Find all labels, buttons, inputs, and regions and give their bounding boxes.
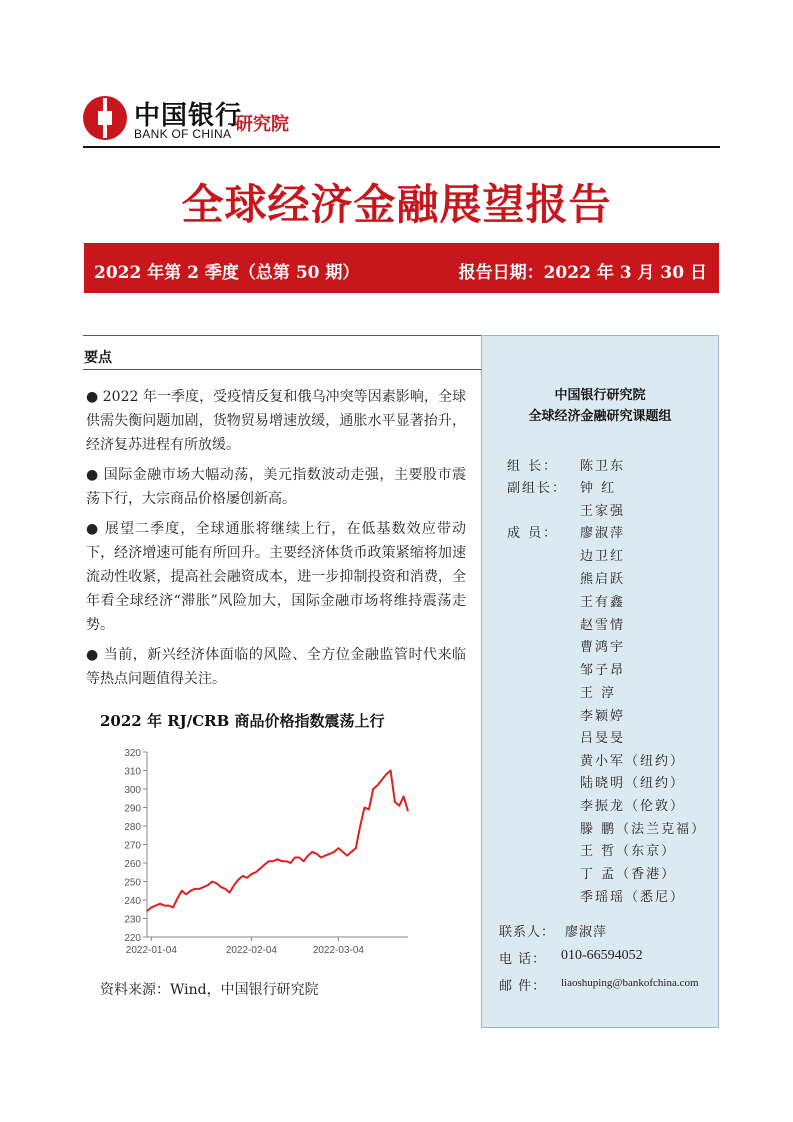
contact-phone: 010-66594052: [561, 948, 643, 963]
panel-org: 中国银行研究院: [554, 388, 646, 403]
y-tick-label: 290: [124, 803, 141, 815]
institute-name: 研究院: [235, 114, 289, 135]
contact-person: 廖淑萍: [565, 925, 608, 940]
y-tick-label: 270: [124, 840, 141, 852]
contact-email-label: 邮 件：: [499, 979, 547, 994]
team-member: 熊启跃: [580, 572, 626, 587]
team-member: 李振龙（伦敦）: [580, 799, 686, 814]
summary-heading: 要点: [84, 350, 112, 366]
summary-point: ● 展望二季度，全球通胀将继续上行，在低基数效应带动下，经济增速可能有所回升。主要经济体货币政策紧缩将加速流动性收紧，提高社会融资成本，进一步抑制投资和消费，全年看全球经济“滞胀”风险加大，国际金融市场将维持震荡走势。: [86, 521, 466, 633]
role-leader: 组 长：: [507, 459, 559, 474]
y-tick-label: 320: [124, 748, 141, 759]
report-title: 全球经济金融展望报告: [181, 180, 612, 229]
team-member: 邹子昂: [580, 663, 626, 678]
role-members: 成 员：: [507, 526, 559, 541]
x-tick-label: 2022-03-04: [312, 945, 364, 956]
y-tick-label: 310: [124, 766, 141, 778]
report-date: 报告日期：2022 年 3 月 30 日: [458, 263, 707, 283]
contact-phone-label: 电 话：: [499, 952, 547, 967]
y-tick-label: 250: [124, 877, 141, 889]
y-tick-label: 280: [124, 822, 141, 833]
summary-point: ● 2022 年一季度，受疫情反复和俄乌冲突等因素影响，全球供需失衡问题加剧，货物贸易增速放缓，通胀水平显著抬升，经济复苏进程有所放缓。: [86, 389, 466, 453]
chart-source: 资料来源：Wind，中国银行研究院: [100, 982, 319, 998]
team-member: 滕 鹏（法兰克福）: [580, 822, 707, 837]
contact-person-label: 联系人：: [499, 925, 556, 940]
team-member: 王 哲（东京）: [580, 844, 677, 859]
team-member: 王有鑫: [580, 595, 626, 610]
team-member: 曹鸿宇: [580, 640, 626, 655]
team-member: 边卫红: [580, 549, 626, 564]
team-member: 吕旻旻: [580, 731, 626, 746]
x-tick-label: 2022-02-04: [225, 945, 277, 956]
y-tick-label: 260: [124, 859, 141, 870]
section-rule-top: [83, 335, 481, 336]
series-line: [147, 771, 408, 912]
team-member: 赵雪情: [580, 618, 626, 633]
issue-banner: [84, 243, 719, 293]
bank-name-en: BANK OF CHINA: [134, 127, 232, 141]
y-tick-label: 300: [124, 785, 141, 796]
team-member: 季瑶瑶（悉尼）: [580, 890, 686, 905]
team-leader: 陈卫东: [580, 459, 626, 474]
section-rule-bottom: [83, 369, 481, 370]
panel-group: 全球经济金融研究课题组: [528, 409, 672, 424]
role-deputy: 副组长：: [507, 481, 568, 496]
team-member: 丁 孟（香港）: [580, 867, 677, 882]
bank-name-cn: 中国银行: [134, 101, 243, 131]
team-member: 廖淑萍: [580, 526, 626, 541]
team-deputy: 钟 红: [580, 481, 617, 496]
issue-label: 2022 年第 2 季度（总第 50 期）: [94, 263, 360, 283]
summary-point: ● 当前，新兴经济体面临的风险、全方位金融监管时代来临等热点问题值得关注。: [86, 647, 466, 687]
summary-point: ● 国际金融市场大幅动荡，美元指数波动走强，主要股市震荡下行，大宗商品价格屡创新高。: [86, 467, 466, 507]
summary-points: [86, 385, 466, 697]
x-tick-label: 2022-01-04: [125, 945, 177, 956]
team-member: 黄小军（纽约）: [580, 754, 686, 769]
team-member: 李颖婷: [580, 709, 626, 724]
header-rule: [83, 146, 720, 148]
bank-logo-icon: [83, 96, 127, 140]
contact-email[interactable]: liaoshuping@bankofchina.com: [561, 977, 699, 989]
y-tick-label: 220: [124, 933, 141, 944]
team-deputy: 王家强: [580, 504, 626, 519]
team-member: 王 淳: [580, 686, 617, 701]
team-member: 陆晓明（纽约）: [580, 776, 686, 791]
commodity-index-chart: [108, 740, 428, 965]
y-tick-label: 230: [124, 914, 141, 926]
chart-title: 2022 年 RJ/CRB 商品价格指数震荡上行: [100, 712, 385, 730]
y-tick-label: 240: [124, 896, 141, 907]
